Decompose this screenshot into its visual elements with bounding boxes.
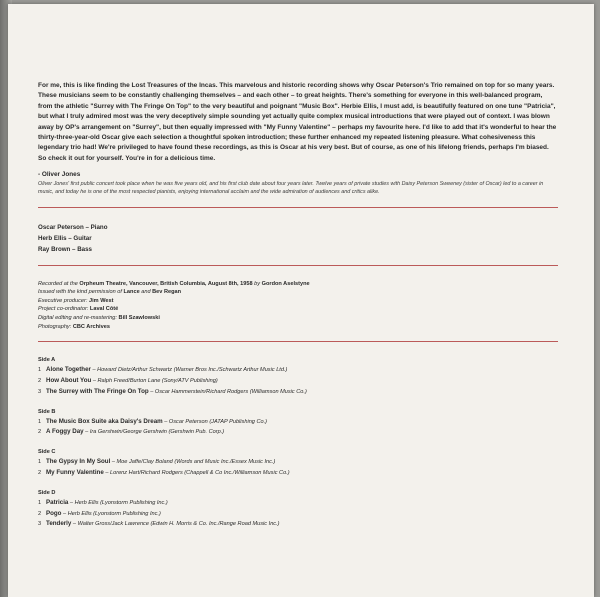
track-number: 3 — [38, 521, 42, 528]
divider — [38, 207, 558, 208]
side-title: Side B — [38, 408, 56, 415]
photography-credit: Photography: CBC Archives — [38, 323, 110, 330]
track-credit: – Herb Ellis (Lyonstorm Publishing Inc.) — [68, 499, 168, 506]
remastering-credit: Digital editing and re-mastering: Bill Szawlowski — [38, 315, 160, 322]
tracklist — [38, 356, 558, 530]
author-bio: Oliver Jones' first public concert took place when he was five years old, and his first club date about four years later. Twelve years of private studies with Daisy Peterson Sweeney (sister of Oscar) led to a career in music, and today he is one of the most respected pianists, enjoying international acclaim and the wide admiration of audiences and critics alike. — [38, 181, 544, 196]
track-number: 1 — [38, 367, 42, 374]
track-title: The Music Box Suite aka Daisy's Dream — [46, 417, 163, 425]
musician-bass: Ray Brown – Bass — [38, 245, 92, 253]
track-title: My Funny Valentine — [46, 469, 104, 476]
track-credit: – Oscar Peterson (JATAP Publishing Co.) — [162, 418, 268, 425]
musician-piano: Oscar Peterson – Piano — [38, 223, 108, 231]
track-row — [38, 387, 558, 398]
track-credit: – Oscar Hammerstein/Richard Rodgers (Williamson Music Co.) — [148, 388, 307, 395]
track-title: Tenderly — [46, 520, 72, 528]
track-row — [38, 468, 558, 479]
track-credit: – Walter Gross/Jack Lawrence (Edwin H. Morris & Co. Inc./Range Road Music Inc.) — [71, 521, 280, 528]
track-number: 2 — [38, 378, 42, 385]
track-row — [38, 365, 558, 376]
track-number: 3 — [38, 388, 42, 395]
track-credit: – Lorenz Hart/Richard Rodgers (Chappell & Co Inc./Williamson Music Co.) — [103, 470, 290, 476]
track-row — [38, 498, 558, 509]
executive-producer-credit: Executive producer: Jim West — [38, 297, 114, 304]
track-row — [38, 509, 558, 520]
liner-notes-author: - Oliver Jones — [38, 171, 81, 179]
permission-credit: Issued with the kind permission of Lance and Bev Regan — [38, 289, 182, 296]
track-title: Pogo — [46, 509, 62, 517]
track-row — [38, 417, 558, 428]
divider — [38, 341, 558, 342]
track-number: 1 — [38, 418, 42, 425]
recording-location: Recorded at the Orpheum Theatre, Vancouver, British Columbia, August 8th, 1958 by Gordon Aselstyne — [38, 280, 310, 287]
side-b — [38, 408, 558, 439]
musician-guitar: Herb Ellis – Guitar — [38, 234, 92, 242]
track-title: Alone Together — [46, 366, 91, 374]
track-row — [38, 427, 558, 438]
track-credit: – Herb Ellis (Lyonstorm Publishing Inc.) — [61, 510, 161, 517]
side-d — [38, 489, 558, 530]
track-row — [38, 376, 558, 387]
track-title: A Foggy Day — [46, 428, 84, 436]
track-title: Patricia — [46, 498, 69, 506]
track-number: 2 — [38, 470, 42, 476]
side-title: Side C — [38, 449, 56, 456]
side-c — [38, 448, 558, 479]
track-credit: – Howard Dietz/Arthur Schwartz (Warner Bros Inc./Schwartz Arthur Music Ltd.) — [90, 367, 288, 374]
track-title: The Surrey with The Fringe On Top — [46, 387, 149, 395]
track-number: 1 — [38, 499, 42, 506]
liner-notes-text: For me, this is like finding the Lost Treasures of the Incas. This marvelous and historic recording shows why Oscar Peterson's Trio remained on top for so many years. These musicians seem to be constantly challenging themselves – and each other – to great heights. There's something for everyone in this well-balanced program, from the athletic "Surrey with The Fringe On Top" to the very beautiful and poignant "Music Box". Herbie Ellis, I must add, is beautifully featured on one tune "Patricia", but what I truly admired most was the very deceptively simple sounding yet actually quite complex musical introductions that were played out of context. I was blown away by OP's arrangement on "Surrey", but then equally impressed with "My Funny Valentine" – perhaps my favourite here. I'd like to add that it's wonderful to hear the thirty-three-year-old Oscar give each selection a thoughtful spoken introduction; these further enhanced my repeated listening pleasure. What cohesiveness this legendary trio had! We're privileged to have found these recordings, as this is Oscar at his very best. But of course, as one of his lifelong friends, perhaps I'm biased. So check it out for yourself. You're in for a delicious time. — [38, 82, 557, 162]
track-title: How About You — [46, 377, 92, 385]
track-credit: – Moe Jaffe/Clay Boland (Words and Music Inc./Essex Music Inc.) — [110, 459, 276, 466]
track-row — [38, 519, 558, 530]
track-credit: – Ralph Freed/Burton Lane (Sony/ATV Publishing) — [91, 378, 218, 385]
track-number: 1 — [38, 459, 42, 466]
track-number: 2 — [38, 510, 42, 517]
recording-credits — [38, 280, 558, 332]
side-a — [38, 356, 558, 397]
track-number: 2 — [38, 429, 42, 436]
track-credit: – Ira Gershwin/George Gershwin (Gershwin Pub. Corp.) — [83, 429, 225, 436]
track-row — [38, 457, 558, 468]
divider — [38, 265, 558, 266]
musician-list — [38, 222, 558, 255]
project-coordinator-credit: Project co-ordinator: Laval Côté — [38, 306, 119, 313]
side-title: Side A — [38, 357, 56, 364]
track-title: The Gypsy In My Soul — [46, 458, 111, 466]
side-title: Side D — [38, 489, 56, 496]
liner-notes — [38, 81, 558, 530]
